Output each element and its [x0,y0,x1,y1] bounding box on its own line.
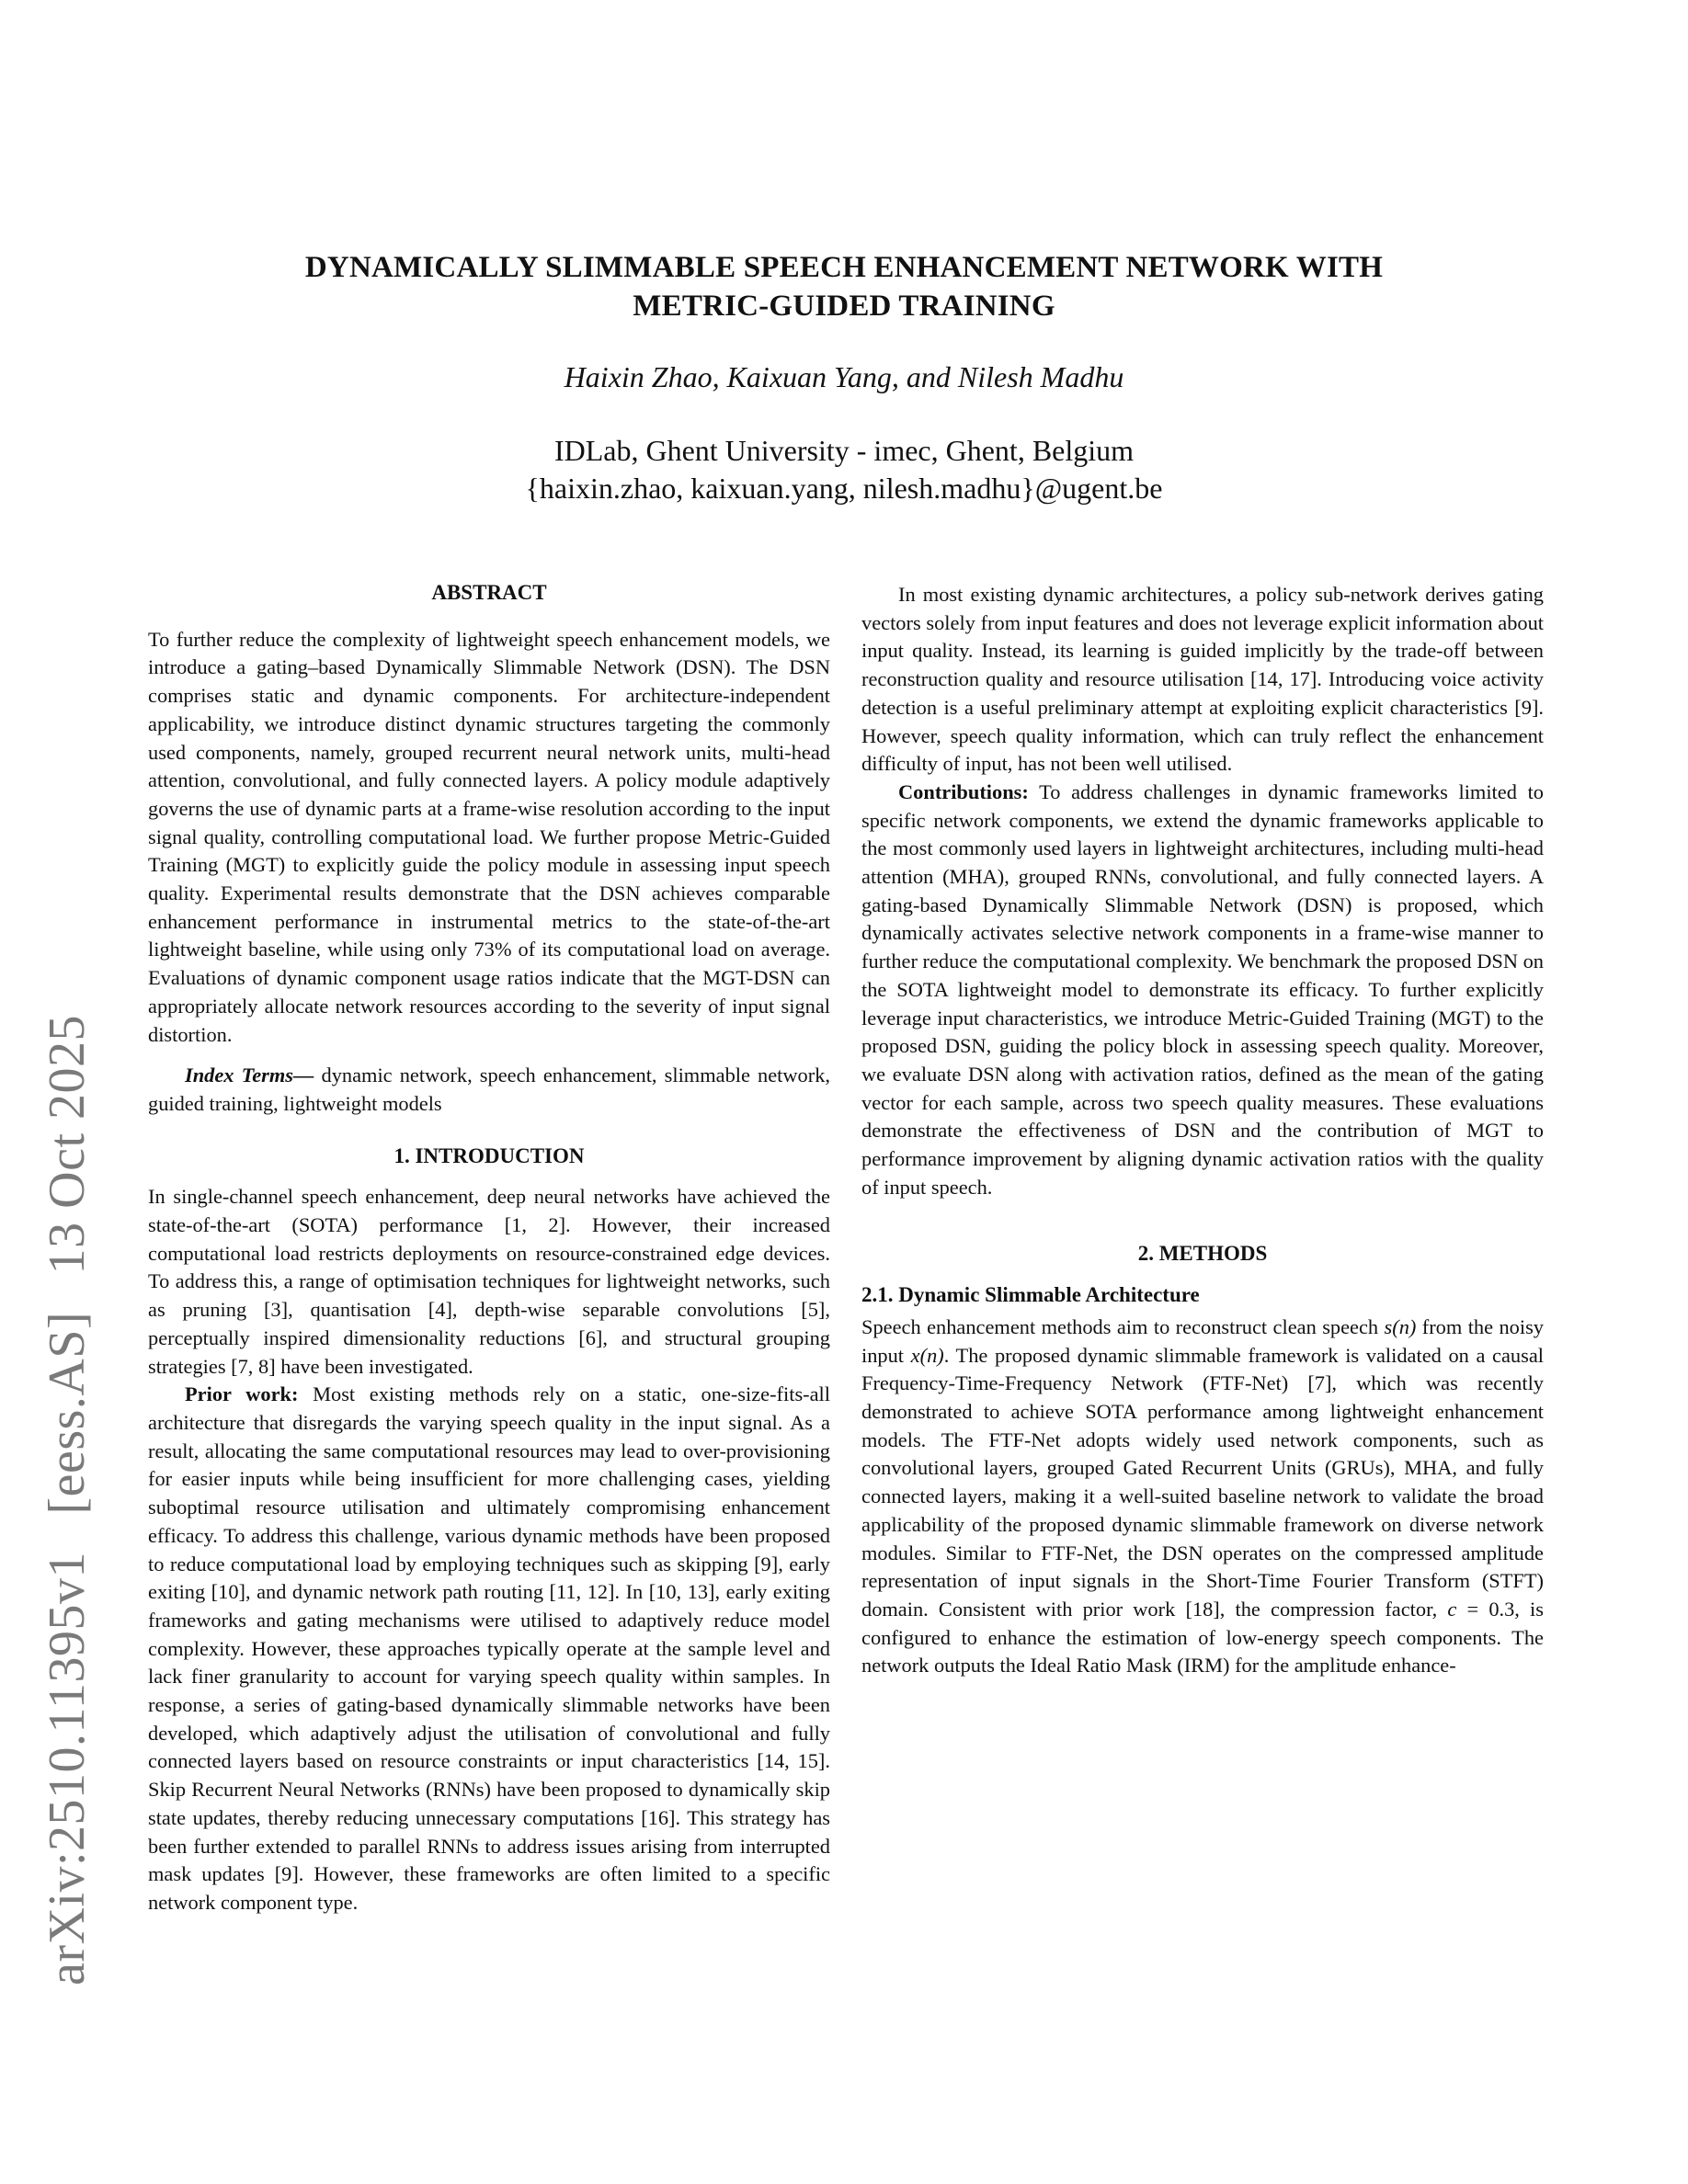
methods-paragraph-1 [861,1314,1544,1680]
arxiv-id: arXiv:2510.11395v1 [39,1552,96,1985]
math-c: c [1447,1597,1457,1621]
methods-text-a: Speech enhancement methods aim to reconstruct clean speech [861,1314,1385,1338]
intro-paragraph-4 [861,779,1544,1202]
math-s-n: s(n) [1384,1314,1417,1338]
arxiv-stamp [35,588,99,1985]
index-terms-label: Index Terms— [185,1064,314,1087]
index-terms [148,1062,830,1118]
methods-text-c: . The proposed dynamic slimmable framework is validated on a causal Frequency-Time-Frequency Network (FTF-Net) [7], which was recently demonstrated to achieve SOTA performance among lightweight enhancement models. The FTF-Net adopts widely used network components, such as convolutional layers, grouped Gated Recurrent Units (GRUs), MHA, and fully connected layers, making it a well-suited baseline network to validate the broad applicability of the proposed dynamic slimmable framework on diverse network modules. Similar to FTF-Net, the DSN operates on the compressed amplitude representation of input signals in the Short-Time Fourier Transform (STFT) domain. Consistent with prior work [18], the compression factor, [861,1343,1544,1621]
intro-paragraph-3: In most existing dynamic architectures, a policy sub-network derives gating vectors solely from input features and does not leverage explicit information about input quality. Instead, its learning is guided implicitly by the trade-off between reconstruction quality and resource utilisation [14, 17]. Introducing voice activity detection is a useful preliminary attempt at exploiting explicit characteristics [9]. However, speech quality information, which can truly reflect the enhancement difficulty of input, has not been well utilised. [861,583,1544,776]
author-list: Haixin Zhao, Kaixuan Yang, and Nilesh Madhu [564,360,1124,393]
prior-work-text: Most existing methods rely on a static, one-size-fits-all architecture that disregards the varying speech quality in the input signal. As a result, allocating the same computational resources may lead to over-provisioning for easier inputs while being insufficient for more challenging cases, yielding suboptimal resource utilisation and ultimately compromising enhancement efficacy. To address this challenge, various dynamic methods have been proposed to reduce computational load by employing techniques such as skipping [9], early exiting [10], and dynamic network path routing [11, 12]. In [10, 13], early exiting frameworks and gating mechanisms were utilised to adaptively reduce model complexity. However, these approaches typically operate at the sample level and lack finer granularity to account for varying speech quality within samples. In response, a series of gating-based dynamically slimmable networks have been developed, which adaptively adjust the utilisation of convolutional and fully connected layers based on resource constraints or input characteristics [14, 15]. Skip Recurrent Neural Networks (RNNs) have been proposed to dynamically skip state updates, thereby reducing unnecessary computations [16]. This strategy has been further extended to parallel RNNs to address issues arising from interrupted mask updates [9]. However, these frameworks are often limited to a specific network component type. [148,1382,830,1914]
prior-work-label: Prior work: [185,1382,299,1406]
affiliation-block [184,432,1504,507]
math-x-n: x(n) [910,1343,944,1367]
paper-title [184,248,1504,325]
abstract-text: To further reduce the complexity of lightweight speech enhancement models, we introduce a gating–based Dynamically Slimmable Network (DSN). The DSN comprises static and dynamic components. For architecture-independent applicability, we introduce distinct dynamic structures targeting the commonly used components, namely, grouped recurrent neural network units, multi-head attention, convolutional, and fully connected layers. A policy module adaptively governs the use of dynamic parts at a frame-wise resolution according to the input signal quality, controlling computational load. We further propose Metric-Guided Training (MGT) to explicitly guide the policy module in assessing input speech quality. Experimental results demonstrate that the DSN achieves comparable enhancement performance in instrumental metrics to the state-of-the-art lightweight baseline, while using only 73% of its computational load on average. Evaluations of dynamic component usage ratios indicate that the MGT-DSN can appropriately allocate network resources according to the severity of input signal distortion. [148,627,830,1046]
methods-heading: 2. METHODS [1137,1242,1268,1266]
contributions-text: To address challenges in dynamic frameworks limited to specific network components, we extend the dynamic frameworks applicable to the most commonly used layers in lightweight architectures, including multi-head attention (MHA), grouped RNNs, convolutional, and fully connected layers. A gating-based Dynamically Slimmable Network (DSN) is proposed, which dynamically activates selective network components in a frame-wise manner to further reduce the computational complexity. We benchmark the proposed DSN on the SOTA lightweight model to demonstrate its efficacy. To further explicitly leverage input characteristics, we introduce Metric-Guided Training (MGT) to the proposed DSN, guiding the policy block in assessing speech quality. Moreover, we evaluate DSN along with activation ratios, defined as the mean of the gating vector for each sample, across two speech quality measures. These evaluations demonstrate the effectiveness of DSN and the contribution of MGT to performance improvement by aligning dynamic activation ratios with the quality of input speech. [861,779,1544,1199]
title-line-1: DYNAMICALLY SLIMMABLE SPEECH ENHANCEMENT NETWORK WITH [304,251,1384,284]
right-column [861,581,1544,1680]
intro-paragraph-1: In single-channel speech enhancement, deep neural networks have achieved the state-of-the-art (SOTA) performance [1, 2]. However, their increased computational load restricts deployments on resource-constrained edge devices. To address this, a range of optimisation techniques for lightweight networks, such as pruning [3], quantisation [4], depth-wise separable convolutions [5], perceptually inspired dimensionality reductions [6], and structural grouping strategies [7, 8] have been investigated. [148,1185,830,1378]
introduction-heading: 1. INTRODUCTION [393,1143,585,1167]
title-line-2: METRIC-GUIDED TRAINING [633,290,1055,323]
left-column [148,579,830,1917]
methods-text-b: from the noisy input [861,1314,1544,1367]
intro-paragraph-2 [148,1381,830,1917]
arxiv-date: 13 Oct 2025 [39,1014,96,1275]
index-terms-list: dynamic network, speech enhancement, slimmable network, guided training, lightweight models [148,1064,830,1115]
author-emails: {haixin.zhao, kaixuan.yang, nilesh.madhu}@ugent.be [525,472,1163,505]
abstract-heading: ABSTRACT [431,581,547,604]
arxiv-category: [eess.AS] [39,1311,96,1515]
methods-subheading: 2.1. Dynamic Slimmable Architecture [861,1283,1200,1307]
methods-text-d: = 0.3, is configured to enhance the estimation of low-energy speech components. The network outputs the Ideal Ratio Mask (IRM) for the amplitude enhance- [861,1597,1544,1678]
contributions-label: Contributions: [898,779,1029,803]
affiliation: IDLab, Ghent University - imec, Ghent, Belgium [553,434,1135,467]
